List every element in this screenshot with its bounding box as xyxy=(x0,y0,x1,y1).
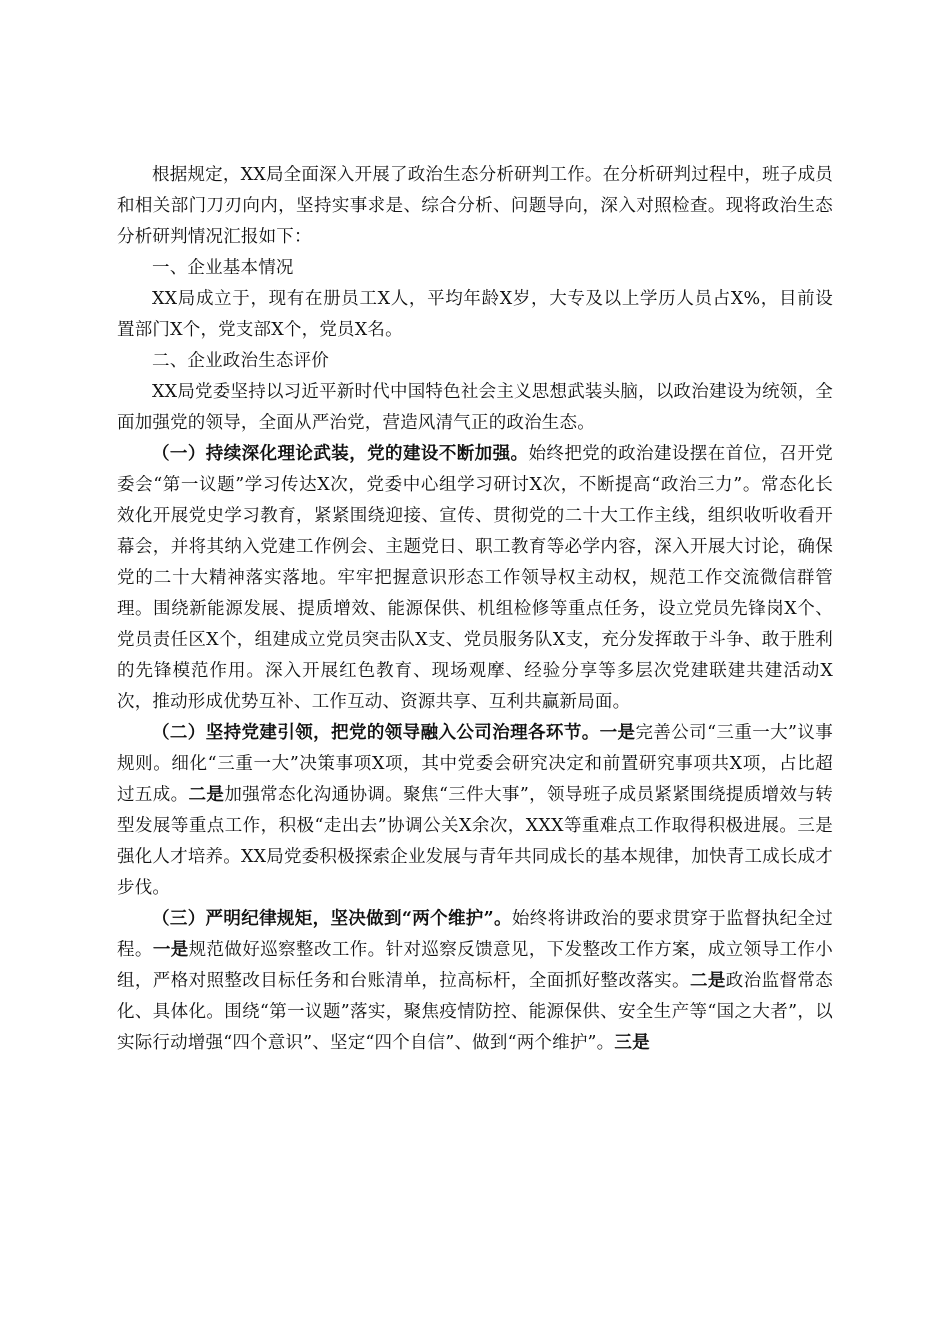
bold-text-run: （二）坚持党建引领，把党的领导融入公司治理各环节。 xyxy=(152,723,600,743)
bold-text-run: 二是 xyxy=(689,971,726,991)
bold-text-run: 一是 xyxy=(152,940,189,960)
text-run: 根据规定，XX局全面深入开展了政治生态分析研判工作。在分析研判过程中，班子成员和相关部门刀刃向内，坚持实事求是、综合分析、问题导向，深入对照检查。现将政治生态分析研判情况汇报如下： xyxy=(117,165,833,247)
body-paragraph xyxy=(117,904,833,1059)
text-run: XX局成立于，现有在册员工X人，平均年龄X岁，大专及以上学历人员占X%，目前设置部门X个，党支部X个，党员X名。 xyxy=(117,289,833,340)
body-paragraph xyxy=(117,284,833,346)
body-paragraph xyxy=(117,160,833,253)
bold-text-run: （三）严明纪律规矩，坚决做到“两个维护”。 xyxy=(152,909,512,929)
text-run: 始终将讲政治的要求贯穿于监督执纪全过程。 xyxy=(117,909,833,960)
text-run: 始终把党的政治建设摆在首位，召开党委会“第一议题”学习传达X次，党委中心组学习研讨X次，不断提高“政治三力”。常态化长效化开展党史学习教育，紧紧围绕迎接、宣传、贯彻党的二十大工作主线，组织收听收看开幕会，并将其纳入党建工作例会、主题党日、职工教育等必学内容，深入开展大讨论，确保党的二十大精神落实落地。牢牢把握意识形态工作领导权主动权，规范工作交流微信群管理。围绕新能源发展、提质增效、能源保供、机组检修等重点任务，设立党员先锋岗X个、党员责任区X个，组建成立党员突击队X支、党员服务队X支，充分发挥敢于斗争、敢于胜利的先锋模范作用。深入开展红色教育、现场观摩、经验分享等多层次党建联建共建活动X次，推动形成优势互补、工作互动、资源共享、互利共赢新局面。 xyxy=(117,444,833,712)
text-run: 一、企业基本情况 xyxy=(152,258,294,278)
text-run: 政治监督常态化、具体化。围绕“第一议题”落实，聚焦疫情防控、能源保供、安全生产等“国之大者”，以实际行动增强“四个意识”、坚定“四个自信”、做到“两个维护”。 xyxy=(117,971,833,1053)
text-run: XX局党委坚持以习近平新时代中国特色社会主义思想武装头脑，以政治建设为统领，全面加强党的领导，全面从严治党，营造风清气正的政治生态。 xyxy=(117,382,833,433)
section-heading xyxy=(117,346,833,377)
bold-text-run: 三是 xyxy=(614,1033,650,1053)
bold-text-run: 一是 xyxy=(599,723,636,743)
body-paragraph xyxy=(117,718,833,904)
body-paragraph xyxy=(117,439,833,718)
body-paragraph xyxy=(117,377,833,439)
text-run: 加强常态化沟通协调。聚焦“三件大事”，领导班子成员紧紧围绕提质增效与转型发展等重点工作，积极“走出去”协调公关X余次，XXX等重难点工作取得积极进展。三是强化人才培养。XX局党委积极探索企业发展与青年共同成长的基本规律，加快青工成长成才步伐。 xyxy=(117,785,834,898)
section-heading xyxy=(117,253,833,284)
text-run: 完善公司“三重一大”议事规则。细化“三重一大”决策事项X项，其中党委会研究决定和前置研究事项共X项，占比超过五成。 xyxy=(117,723,834,805)
document-body xyxy=(117,160,833,1059)
text-run: 规范做好巡察整改工作。针对巡察反馈意见，下发整改工作方案，成立领导工作小组，严格对照整改目标任务和台账清单，拉高标杆，全面抓好整改落实。 xyxy=(117,940,833,991)
bold-text-run: （一）持续深化理论武装，党的建设不断加强。 xyxy=(152,444,529,464)
bold-text-run: 二是 xyxy=(188,785,225,805)
text-run: 二、企业政治生态评价 xyxy=(152,351,329,371)
